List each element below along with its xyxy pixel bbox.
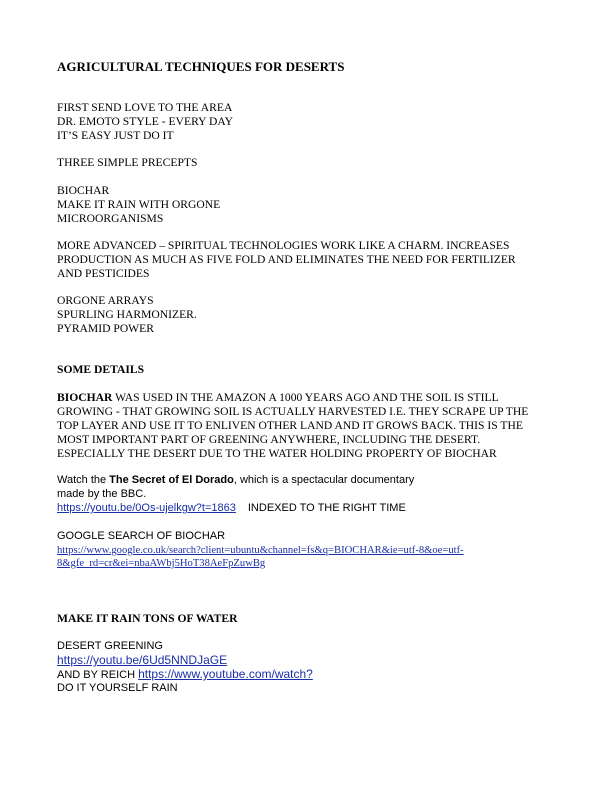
watch-line-2: made by the BBC. (57, 488, 147, 500)
watch-prefix: Watch the (57, 474, 110, 486)
google-search-link-line-1[interactable]: https://www.google.co.uk/search?client=ubuntu&channel=fs&q=BIOCHAR&ie=utf-8&oe=utf- (57, 545, 464, 556)
indexed-note: INDEXED TO THE RIGHT TIME (247, 502, 406, 514)
biochar-line-3: TOP LAYER AND USE IT TO ENLIVEN OTHER LAND AND IT GROWS BACK. THIS IS THE (57, 419, 523, 432)
tool-orgone-arrays: ORGONE ARRAYS (57, 294, 154, 307)
watch-line-1 (57, 474, 414, 487)
biochar-term: BIOCHAR (57, 391, 113, 404)
el-dorado-video-link[interactable]: https://youtu.be/0Os-ujelkgw?t=1863 (57, 502, 236, 514)
reich-prefix: AND BY REICH (57, 669, 139, 681)
biochar-text-1: WAS USED IN THE AMAZON A 1000 YEARS AGO AND THE SOIL IS STILL (112, 391, 499, 404)
intro-line-3: IT’S EASY JUST DO IT (57, 129, 174, 142)
diy-rain-label: DO IT YOURSELF RAIN (57, 682, 178, 694)
details-heading: SOME DETAILS (57, 363, 145, 376)
precept-microorganisms: MICROORGANISMS (57, 212, 164, 225)
desert-greening-label: DESERT GREENING (57, 640, 163, 652)
biochar-line-2: GROWING - THAT GROWING SOIL IS ACTUALLY HARVESTED I.E. THEY SCRAPE UP THE (57, 405, 529, 418)
biochar-line-4: MOST IMPORTANT PART OF GREENING ANYWHERE, INCLUDING THE DESERT. (57, 433, 481, 446)
advanced-line-1: MORE ADVANCED – SPIRITUAL TECHNOLOGIES WORK LIKE A CHARM. INCREASES (57, 239, 510, 252)
tool-pyramid-power: PYRAMID POWER (57, 322, 154, 335)
intro-line-2: DR. EMOTO STYLE - EVERY DAY (57, 115, 234, 128)
precepts-heading: THREE SIMPLE PRECEPTS (57, 156, 198, 169)
film-title: The Secret of El Dorado (109, 474, 234, 486)
watch-line-3 (57, 502, 406, 515)
page-title: AGRICULTURAL TECHNIQUES FOR DESERTS (57, 59, 345, 74)
precept-rain: MAKE IT RAIN WITH ORGONE (57, 198, 221, 211)
rain-heading: MAKE IT RAIN TONS OF WATER (57, 612, 238, 625)
biochar-line-1 (57, 391, 499, 404)
precept-biochar: BIOCHAR (57, 184, 110, 197)
advanced-line-2: PRODUCTION AS MUCH AS FIVE FOLD AND ELIMINATES THE NEED FOR FERTILIZER (57, 253, 516, 266)
intro-line-1: FIRST SEND LOVE TO THE AREA (57, 101, 233, 114)
tool-spurling-harmonizer: SPURLING HARMONIZER. (57, 308, 197, 321)
advanced-line-3: AND PESTICIDES (57, 267, 150, 280)
biochar-line-5: ESPECIALLY THE DESERT DUE TO THE WATER HOLDING PROPERTY OF BIOCHAR (57, 447, 497, 460)
google-heading: GOOGLE SEARCH OF BIOCHAR (57, 530, 226, 542)
google-search-link-line-2[interactable]: 8&gfe_rd=cr&ei=nbaAWbj5HoT38AeFpZuwBg (57, 558, 266, 569)
desert-greening-video-link[interactable]: https://youtu.be/6Ud5NNDJaGE (57, 653, 228, 667)
watch-suffix: , which is a spectacular documentary (233, 474, 415, 486)
reich-line (57, 668, 313, 682)
reich-video-link[interactable]: https://www.youtube.com/watch? (138, 667, 313, 681)
